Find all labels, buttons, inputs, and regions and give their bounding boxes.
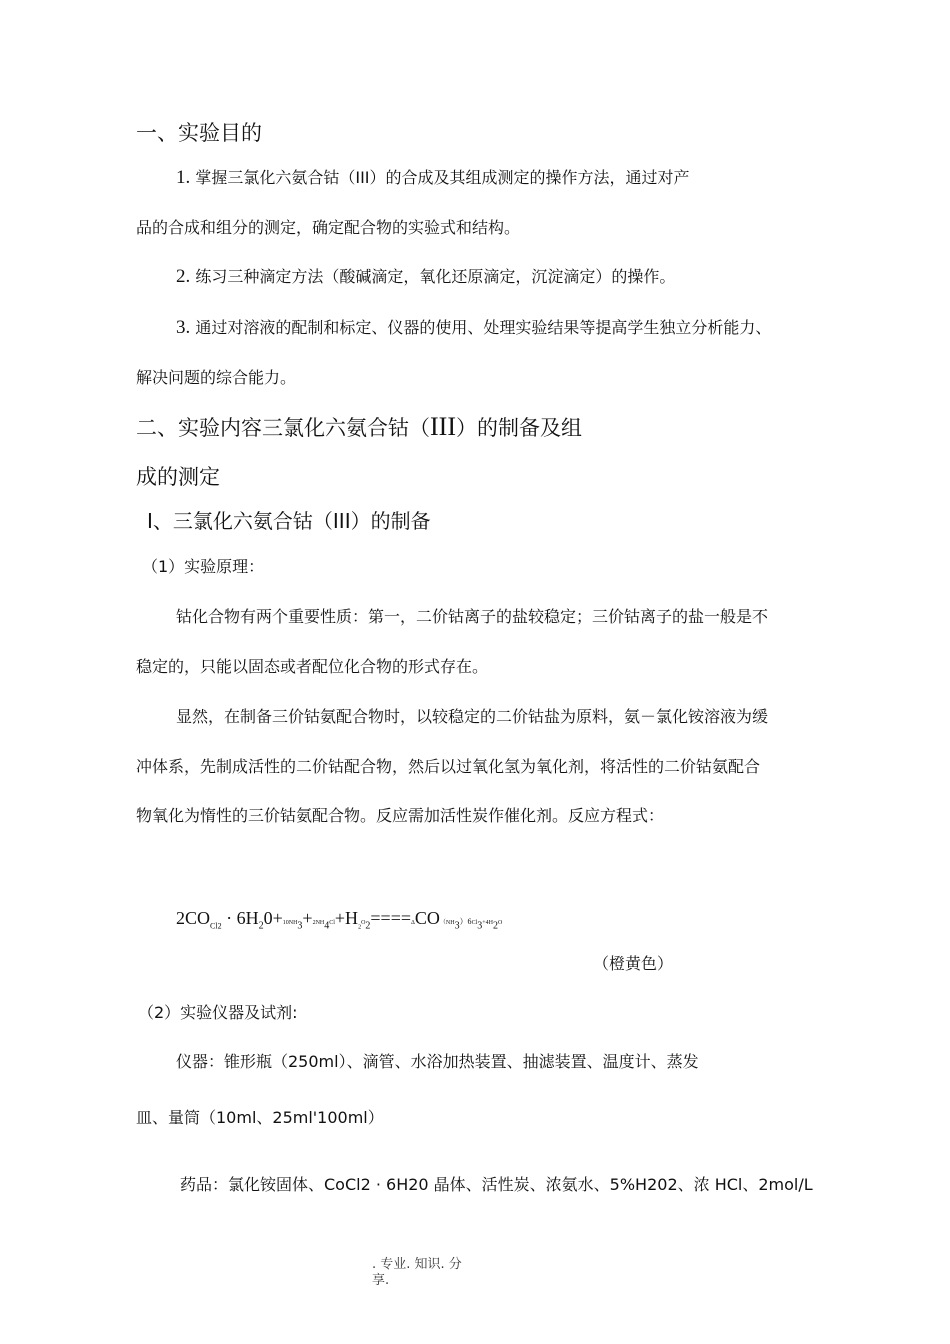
objective-text: 掌握三氯化六氨合钴（III）的合成及其组成测定的操作方法，通过对产 (195, 168, 690, 187)
heading-text: 二、实验内容三氯化六氨合钴（ (136, 416, 430, 440)
section1-heading: 一、实验目的 (136, 121, 262, 145)
objective-text: 练习三种滴定方法（酸碱滴定，氧化还原滴定，沉淀滴定）的操作。 (195, 267, 676, 286)
instruments-line2: 皿、量筒（10ml、25ml'100ml） (136, 1108, 384, 1127)
section2-heading-line2: 成的测定 (136, 465, 220, 489)
principle-p2-line1: 显然，在制备三价钴氨配合物时，以较稳定的二价钴盐为原料，氨－氯化铵溶液为缓 (176, 707, 769, 726)
item-number: 1. (176, 167, 191, 188)
objective-3-line2: 解决问题的综合能力。 (136, 368, 297, 387)
section2-heading-line1 (136, 414, 582, 441)
subsection-heading: I、三氯化六氨合钴（III）的制备 (147, 509, 431, 533)
objective-text: 通过对溶液的配制和标定、仪器的使用、处理实验结果等提高学生独立分析能力、 (195, 318, 772, 337)
principle-p2-line3: 物氧化为惰性的三价钴氨配合物。反应需加活性炭作催化剂。反应方程式： (136, 806, 665, 825)
reagents-line: 药品：氯化铵固体、CoCl2 · 6H20 晶体、活性炭、浓氨水、5%H202、浓 HCl、2mol/L (180, 1175, 813, 1194)
equipment-label: （2）实验仪器及试剂: (138, 1003, 298, 1022)
heading-text: ）的制备及组 (455, 416, 582, 440)
objective-3-line1 (176, 318, 771, 338)
heading-roman-numeral: III (430, 412, 456, 441)
principle-p1-line1: 钴化合物有两个重要性质：第一，二价钴离子的盐较稳定；三价钴离子的盐一般是不 (176, 607, 769, 626)
product-color-note: （橙黄色） (593, 954, 674, 973)
item-number: 3. (176, 317, 191, 338)
reaction-equation: $2CO_{Cl2} \cdot 6H_20+10NH_3+2NH_4Cl+H_2O_2====\Delta CO(NH_3)6Cl_3+4H_2O$ (176, 908, 503, 932)
instruments-line1: 仪器：锥形瓶（250ml）、滴管、水浴加热装置、抽滤装置、温度计、蒸发 (176, 1052, 699, 1071)
footer-line1: . 专业. 知识. 分 (372, 1257, 462, 1272)
objective-1-line1 (176, 168, 690, 188)
objective-1-line2: 品的合成和组分的测定，确定配合物的实验式和结构。 (136, 218, 521, 237)
principle-label: （1）实验原理： (142, 557, 265, 576)
principle-p2-line2: 冲体系，先制成活性的二价钴配合物，然后以过氧化氢为氧化剂，将活性的二价钴氨配合 (136, 757, 761, 776)
objective-2 (176, 267, 675, 287)
item-number: 2. (176, 266, 191, 287)
footer-line2: 享. (372, 1273, 390, 1288)
principle-p1-line2: 稳定的，只能以固态或者配位化合物的形式存在。 (136, 657, 489, 676)
